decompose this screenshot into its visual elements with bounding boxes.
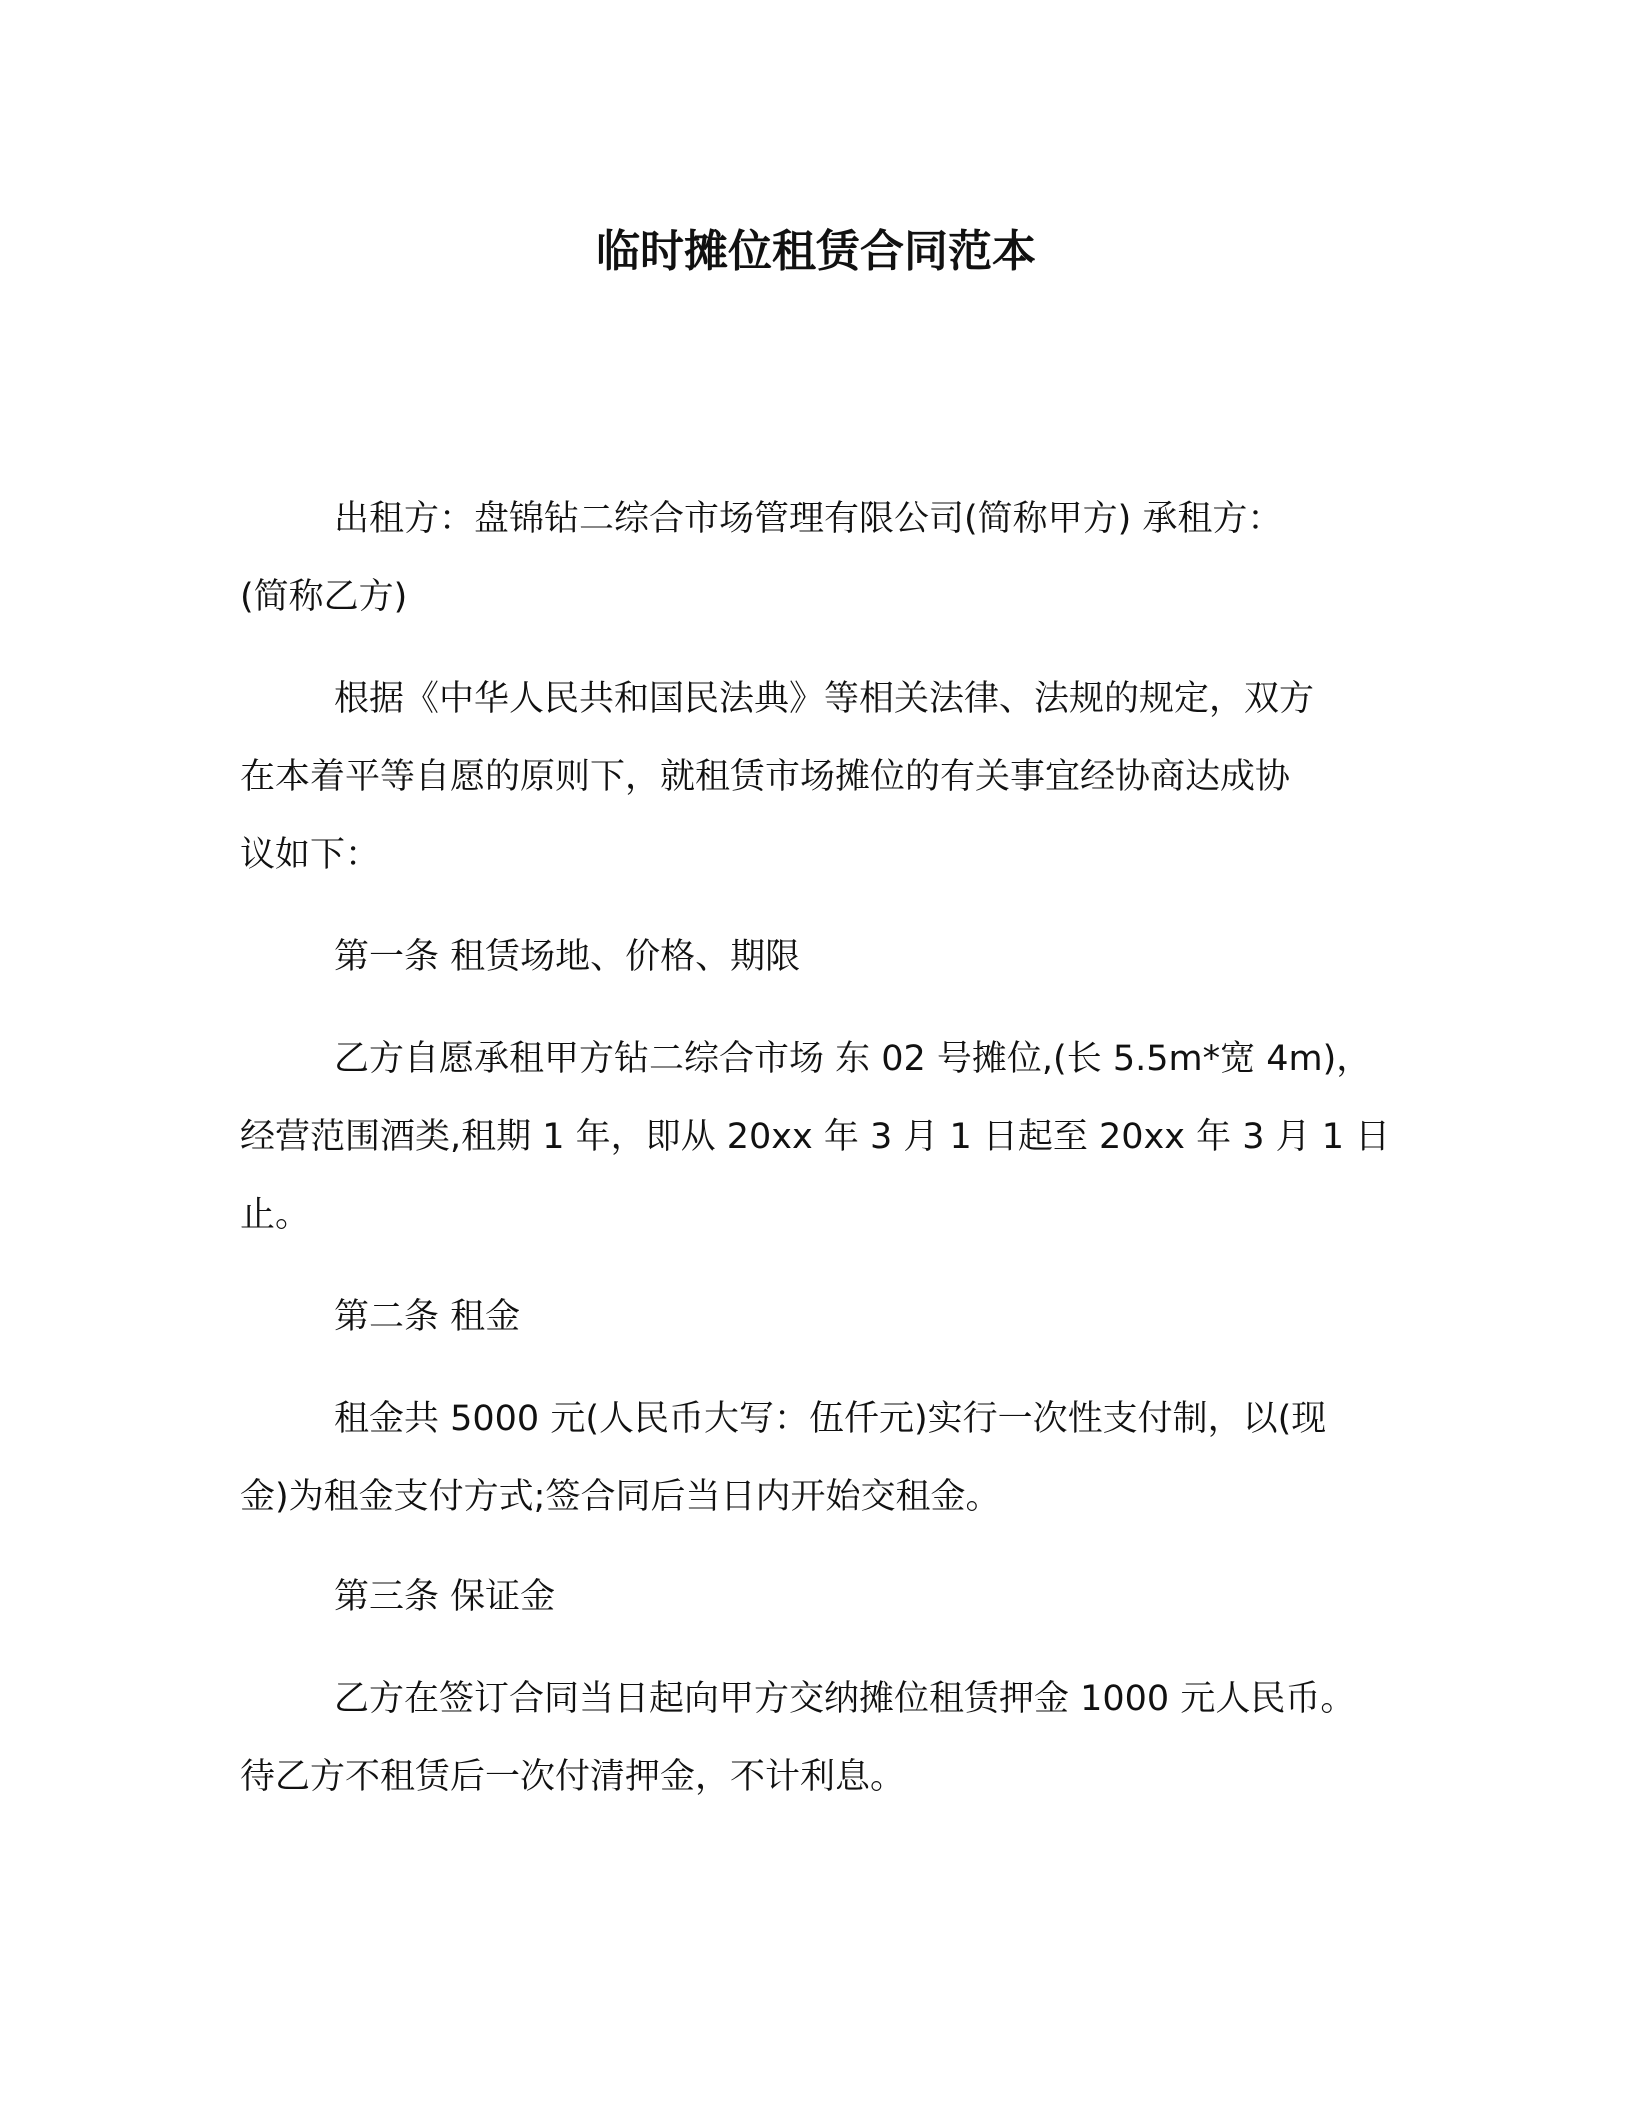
article-1-line-1: 乙方自愿承租甲方钻二综合市场 东 02 号摊位,(长 5.5m*宽 4m)，	[334, 1039, 1372, 1079]
document-title: 临时摊位租赁合同范本	[596, 226, 1036, 277]
article-3-heading: 第三条 保证金	[334, 1577, 556, 1617]
article-1-paragraph	[240, 1020, 1390, 1254]
parties-line-1: 出租方：盘锦钻二综合市场管理有限公司(简称甲方) 承租方：	[334, 499, 1283, 539]
parties-paragraph	[240, 480, 1390, 636]
preamble-line-3: 议如下：	[240, 835, 381, 875]
parties-line-2: (简称乙方)	[240, 577, 408, 617]
article-2-line-2: 金)为租金支付方式;签合同后当日内开始交租金。	[240, 1477, 1001, 1517]
article-2-paragraph	[240, 1380, 1390, 1536]
article-3-line-1: 乙方在签订合同当日起向甲方交纳摊位租赁押金 1000 元人民币。	[334, 1679, 1356, 1719]
article-1-line-2: 经营范围酒类,租期 1 年，即从 20xx 年 3 月 1 日起至 20xx 年 3 月 1 日	[240, 1117, 1391, 1157]
preamble-paragraph	[240, 660, 1390, 894]
article-2-heading: 第二条 租金	[334, 1297, 521, 1337]
preamble-line-1: 根据《中华人民共和国民法典》等相关法律、法规的规定，双方	[334, 679, 1315, 719]
article-3-line-2: 待乙方不租赁后一次付清押金，不计利息。	[240, 1757, 906, 1797]
article-3-heading-block	[240, 1558, 1390, 1636]
article-2-heading-block	[240, 1278, 1390, 1356]
article-1-heading-block	[240, 918, 1390, 996]
preamble-line-2: 在本着平等自愿的原则下，就租赁市场摊位的有关事宜经协商达成协	[240, 757, 1291, 797]
article-2-line-1: 租金共 5000 元(人民币大写：伍仟元)实行一次性支付制，以(现	[334, 1399, 1327, 1439]
article-1-line-3: 止。	[240, 1195, 311, 1235]
article-3-paragraph	[240, 1660, 1390, 1816]
article-1-heading: 第一条 租赁场地、价格、期限	[334, 937, 801, 977]
